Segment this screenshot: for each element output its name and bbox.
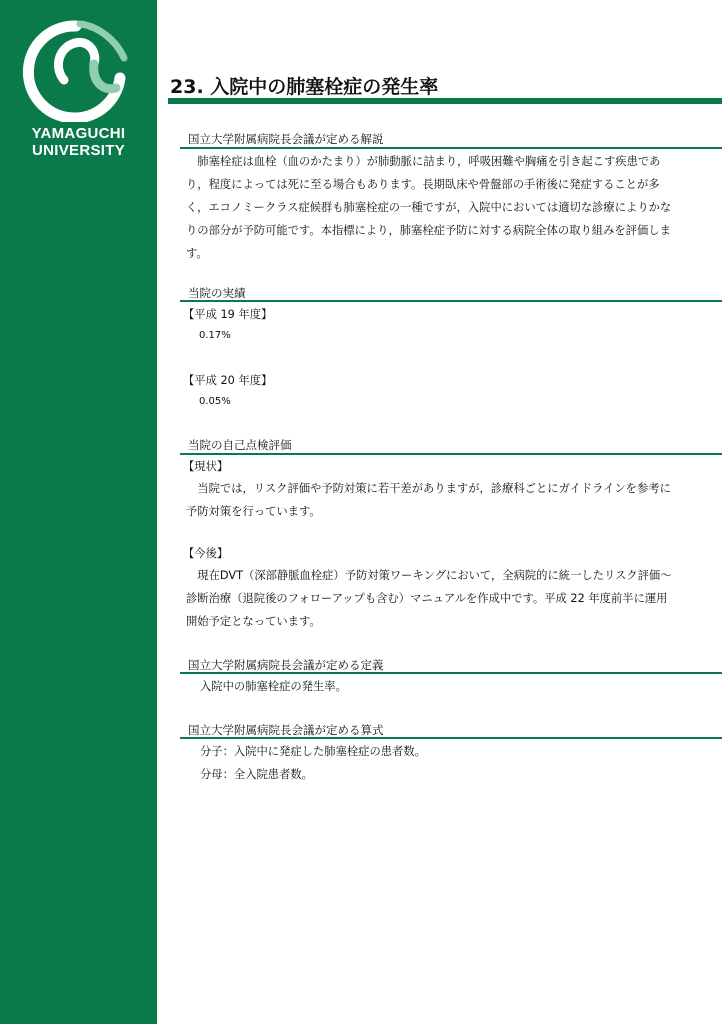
results-heading: 当院の実績 [188,286,246,300]
year-label-h19: 【平成 19 年度】 [183,308,273,321]
results-divider [180,300,722,302]
year-value-h19: 0.17% [199,330,231,341]
commentary-body: 肺塞栓症は血栓（血のかたまり）が肺動脈に詰まり，呼吸困難や胸痛を引き起こす疾患であり，程度によっては死に至る場合もあります。長期臥床や骨盤部の手術後に発症することが多く，エコノミークラス症候群も肺塞栓症の一種ですが，入院中においては適切な診療によりかなりの部分が予防可能です。本指標により，肺塞栓症予防に対する病院全体の取り組みを評価します。 [186,155,672,260]
evaluation-divider [180,453,722,455]
current-status-label: 【現状】 [183,460,229,473]
current-status-body: 当院では，リスク評価や予防対策に若干差がありますが，診療科ごとにガイドラインを参考に予防対策を行っています。 [186,482,671,518]
brand-name-line2: UNIVERSITY [31,142,125,159]
future-plan-body: 現在DVT（深部静脈血栓症）予防対策ワーキングにおいて，全病院的に統一したリスク評価～診断治療（退院後のフォローアップも含む）マニュアルを作成中です。平成 22 年度前半に運用開始予定となっています。 [186,569,672,628]
title-divider [168,98,722,104]
university-logo-icon [20,18,132,122]
definition-body: 入院中の肺塞栓症の発生率。 [200,680,347,693]
formula-denominator: 分母：全入院患者数。 [200,768,313,781]
commentary-heading: 国立大学附属病院長会議が定める解説 [188,132,384,146]
definition-heading: 国立大学附属病院長会議が定める定義 [188,658,384,672]
brand-name-line1: YAMAGUCHI [31,125,126,142]
commentary-divider [180,147,722,149]
page-title: 23. 入院中の肺塞栓症の発生率 [170,76,439,98]
year-label-h20: 【平成 20 年度】 [183,374,273,387]
evaluation-heading: 当院の自己点検評価 [188,438,292,452]
formula-numerator: 分子：入院中に発症した肺塞栓症の患者数。 [200,745,426,758]
future-plan-label: 【今後】 [183,547,229,560]
sidebar [0,0,157,1024]
formula-divider [180,737,722,739]
definition-divider [180,672,722,674]
formula-heading: 国立大学附属病院長会議が定める算式 [188,723,384,737]
year-value-h20: 0.05% [199,396,231,407]
